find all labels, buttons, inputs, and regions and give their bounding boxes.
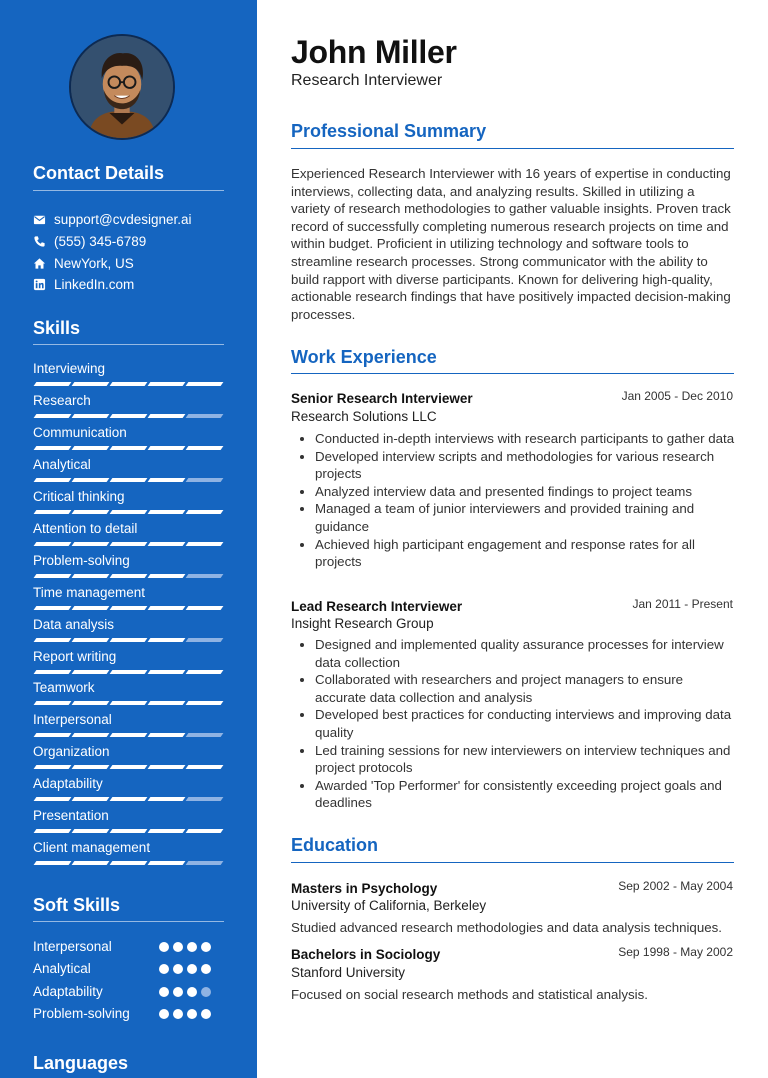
skill-level-segment	[186, 542, 224, 546]
skill-level-segment	[148, 478, 186, 482]
skill-item	[33, 553, 224, 583]
skill-level-segment	[34, 829, 72, 833]
skill-name: Client management	[33, 840, 151, 855]
skill-item	[33, 457, 224, 487]
skill-name: Presentation	[33, 808, 109, 823]
soft-skill-dot	[159, 964, 169, 974]
soft-skill-dot	[201, 964, 211, 974]
skill-name: Interviewing	[33, 361, 106, 376]
skill-level-segment	[186, 829, 224, 833]
job-title: Lead Research Interviewer	[291, 599, 463, 614]
soft-skill-item	[33, 939, 224, 957]
skill-level-segment	[186, 478, 224, 482]
job-bullet: Led training sessions for new interviewers on interview techniques and project protocols	[291, 742, 736, 777]
person-title: Research Interviewer	[291, 72, 443, 89]
skill-level-segment	[186, 701, 224, 705]
job-title: Senior Research Interviewer	[291, 391, 473, 406]
skill-name: Critical thinking	[33, 489, 125, 504]
skill-level-segment	[34, 606, 72, 610]
contact-divider	[33, 190, 224, 191]
skill-level-segment	[110, 414, 148, 418]
phone-icon	[33, 235, 46, 248]
education-divider	[291, 862, 734, 863]
skill-level-segment	[34, 797, 72, 801]
job-company: Research Solutions LLC	[291, 409, 437, 424]
job-bullet: Analyzed interview data and presented findings to project teams	[291, 483, 736, 501]
experience-section-title: Work Experience	[291, 347, 437, 367]
skill-level-bar	[33, 382, 224, 386]
contact-email-text: support@cvdesigner.ai	[54, 211, 192, 227]
soft-skill-dot	[187, 1009, 197, 1019]
soft-skill-dot	[187, 942, 197, 952]
skill-level-segment	[110, 765, 148, 769]
skill-level-segment	[72, 701, 110, 705]
skill-level-segment	[72, 733, 110, 737]
soft-skill-dot	[159, 1009, 169, 1019]
skill-level-bar	[33, 670, 224, 674]
skill-level-segment	[34, 414, 72, 418]
soft-skill-name: Analytical	[33, 961, 91, 976]
job-bullet: Conducted in-depth interviews with research participants to gather data	[291, 430, 736, 448]
skill-level-segment	[34, 701, 72, 705]
skill-level-bar	[33, 478, 224, 482]
skill-level-segment	[186, 414, 224, 418]
skill-level-segment	[186, 382, 224, 386]
skill-level-bar	[33, 861, 224, 865]
soft-skill-item	[33, 984, 224, 1002]
skill-level-segment	[72, 638, 110, 642]
skill-level-segment	[186, 797, 224, 801]
skill-item	[33, 649, 224, 679]
skill-item	[33, 489, 224, 519]
skill-level-segment	[72, 542, 110, 546]
skill-level-segment	[110, 606, 148, 610]
soft-skill-dot	[187, 964, 197, 974]
skill-item	[33, 680, 224, 710]
skill-level-segment	[186, 765, 224, 769]
skill-level-segment	[186, 574, 224, 578]
skill-level-segment	[186, 861, 224, 865]
job-company: Insight Research Group	[291, 616, 434, 631]
soft-skill-dot	[173, 1009, 183, 1019]
home-icon	[33, 257, 46, 270]
skill-item	[33, 361, 224, 391]
skill-level-segment	[34, 510, 72, 514]
edu-dates: Sep 2002 - May 2004	[618, 879, 733, 893]
skill-name: Report writing	[33, 649, 117, 664]
skill-level-segment	[34, 638, 72, 642]
skill-level-segment	[148, 829, 186, 833]
skill-level-segment	[72, 510, 110, 514]
skill-name: Teamwork	[33, 680, 95, 695]
skill-level-segment	[110, 510, 148, 514]
skill-level-segment	[148, 638, 186, 642]
skill-level-segment	[148, 446, 186, 450]
skill-level-bar	[33, 574, 224, 578]
skill-level-segment	[72, 765, 110, 769]
skill-level-segment	[110, 797, 148, 801]
skill-level-segment	[72, 414, 110, 418]
skill-name: Time management	[33, 585, 146, 600]
skill-level-segment	[186, 670, 224, 674]
skill-name: Analytical	[33, 457, 91, 472]
soft-skills-section-title: Soft Skills	[33, 895, 121, 915]
contact-linkedin[interactable]	[33, 275, 134, 293]
skill-item	[33, 712, 224, 742]
job-bullet: Designed and implemented quality assurance processes for interview data collection	[291, 636, 736, 671]
skill-level-bar	[33, 829, 224, 833]
contact-section-title: Contact Details	[33, 163, 165, 183]
job-bullet: Achieved high participant engagement and response rates for all projects	[291, 536, 736, 571]
soft-skill-name: Adaptability	[33, 984, 103, 999]
soft-skill-dot	[173, 987, 183, 997]
soft-skill-dot	[173, 942, 183, 952]
skill-level-segment	[148, 670, 186, 674]
soft-skill-dot	[187, 987, 197, 997]
edu-description: Studied advanced research methodologies and data analysis techniques.	[291, 920, 722, 935]
skill-level-segment	[72, 574, 110, 578]
skill-level-bar	[33, 414, 224, 418]
skill-level-segment	[110, 861, 148, 865]
skill-level-segment	[34, 478, 72, 482]
contact-email[interactable]	[33, 210, 192, 228]
skill-level-segment	[72, 606, 110, 610]
skill-level-segment	[34, 861, 72, 865]
skill-level-segment	[110, 478, 148, 482]
skill-level-segment	[72, 670, 110, 674]
skill-level-segment	[148, 733, 186, 737]
skill-name: Adaptability	[33, 776, 103, 791]
job-bullet: Collaborated with researchers and project managers to ensure accurate data collection and analysis	[291, 671, 736, 706]
skill-level-segment	[72, 797, 110, 801]
skill-level-segment	[34, 765, 72, 769]
soft-skill-dot	[159, 987, 169, 997]
skill-level-segment	[110, 638, 148, 642]
skill-level-segment	[72, 446, 110, 450]
job-bullet: Developed interview scripts and methodologies for various research projects	[291, 448, 736, 483]
skill-level-segment	[110, 701, 148, 705]
soft-skill-name: Interpersonal	[33, 939, 112, 954]
envelope-icon	[33, 213, 46, 226]
experience-divider	[291, 373, 734, 374]
job-bullet: Awarded 'Top Performer' for consistently exceeding project goals and deadlines	[291, 777, 736, 812]
skill-level-bar	[33, 542, 224, 546]
soft-skill-dot	[201, 987, 211, 997]
person-name: John Miller	[291, 34, 457, 70]
skill-level-segment	[186, 733, 224, 737]
linkedin-icon	[33, 278, 46, 291]
job-bullet: Managed a team of junior interviewers and provided training and guidance	[291, 500, 736, 535]
soft-skill-dot	[201, 942, 211, 952]
skill-name: Organization	[33, 744, 110, 759]
skill-level-segment	[148, 510, 186, 514]
skill-name: Research	[33, 393, 91, 408]
contact-location-text: NewYork, US	[54, 255, 134, 271]
skills-section-title: Skills	[33, 318, 81, 338]
soft-skill-item	[33, 1006, 224, 1024]
soft-skill-dot	[201, 1009, 211, 1019]
skill-level-segment	[148, 701, 186, 705]
skill-level-segment	[148, 606, 186, 610]
skill-level-segment	[34, 542, 72, 546]
skill-level-segment	[34, 446, 72, 450]
skill-level-segment	[148, 382, 186, 386]
skill-level-segment	[110, 829, 148, 833]
job-bullets	[291, 636, 736, 812]
skill-level-segment	[110, 542, 148, 546]
skill-level-bar	[33, 638, 224, 642]
skill-level-bar	[33, 701, 224, 705]
soft-skill-dot	[173, 964, 183, 974]
skill-level-segment	[186, 606, 224, 610]
skill-level-segment	[148, 797, 186, 801]
skill-item	[33, 744, 224, 774]
skill-item	[33, 776, 224, 806]
skill-item	[33, 393, 224, 423]
skill-level-segment	[110, 670, 148, 674]
skill-level-segment	[148, 414, 186, 418]
skill-level-bar	[33, 510, 224, 514]
skill-level-segment	[110, 574, 148, 578]
edu-degree: Bachelors in Sociology	[291, 947, 441, 962]
skill-level-bar	[33, 797, 224, 801]
skill-name: Attention to detail	[33, 521, 138, 536]
summary-text: Experienced Research Interviewer with 16 years of expertise in conducting interviews, collecting data, and analyzing results. Skilled in utilizing a variety of research methodologies to gather valuable insights. Proven track record of successfully completing numerous research projects on time and within budget. Proficient in utilizing technology and software tools to streamline research processes. Strong communicator with the ability to build rapport with diverse participants. Known for delivering high-quality, actionable research findings that have positively impacted decision-making processes.	[291, 166, 731, 322]
soft-skill-dot	[159, 942, 169, 952]
edu-school: University of California, Berkeley	[291, 898, 487, 913]
skill-item	[33, 585, 224, 615]
skill-item	[33, 840, 224, 870]
skill-level-segment	[34, 382, 72, 386]
skill-level-segment	[34, 670, 72, 674]
skill-item	[33, 617, 224, 647]
skill-level-segment	[186, 446, 224, 450]
sidebar	[0, 0, 257, 1078]
skill-level-bar	[33, 606, 224, 610]
skill-item	[33, 808, 224, 838]
job-bullet: Developed best practices for conducting interviews and improving data quality	[291, 706, 736, 741]
skill-level-segment	[72, 861, 110, 865]
skill-level-segment	[148, 542, 186, 546]
skill-item	[33, 521, 224, 551]
edu-degree: Masters in Psychology	[291, 881, 438, 896]
contact-location	[33, 254, 134, 272]
contact-linkedin-text: LinkedIn.com	[54, 276, 135, 292]
education-section-title: Education	[291, 835, 379, 855]
skill-level-segment	[34, 733, 72, 737]
skill-level-segment	[72, 382, 110, 386]
job-dates: Jan 2005 - Dec 2010	[621, 389, 733, 403]
skill-level-segment	[110, 382, 148, 386]
skill-item	[33, 425, 224, 455]
skill-level-segment	[110, 733, 148, 737]
skill-level-bar	[33, 446, 224, 450]
soft-skills-divider	[33, 921, 224, 922]
skill-level-segment	[148, 861, 186, 865]
skill-level-segment	[186, 638, 224, 642]
edu-dates: Sep 1998 - May 2002	[618, 945, 733, 959]
skill-name: Problem-solving	[33, 553, 130, 568]
skill-level-segment	[72, 478, 110, 482]
skill-level-bar	[33, 765, 224, 769]
edu-description: Focused on social research methods and statistical analysis.	[291, 987, 648, 1002]
skill-level-segment	[34, 574, 72, 578]
skills-divider	[33, 344, 224, 345]
skill-name: Interpersonal	[33, 712, 112, 727]
job-bullets	[291, 430, 736, 571]
profile-photo	[69, 34, 175, 140]
skill-level-segment	[148, 574, 186, 578]
skill-name: Data analysis	[33, 617, 115, 632]
summary-section-title: Professional Summary	[291, 121, 487, 141]
avatar	[71, 36, 173, 138]
edu-school: Stanford University	[291, 965, 406, 980]
languages-section-title: Languages	[33, 1053, 129, 1073]
soft-skill-item	[33, 961, 224, 979]
soft-skill-name: Problem-solving	[33, 1006, 130, 1021]
skill-level-segment	[148, 765, 186, 769]
summary-divider	[291, 148, 734, 149]
skill-level-bar	[33, 733, 224, 737]
skill-name: Communication	[33, 425, 127, 440]
skill-level-segment	[186, 510, 224, 514]
job-dates: Jan 2011 - Present	[632, 597, 733, 611]
contact-phone[interactable]	[33, 232, 146, 250]
skill-level-segment	[110, 446, 148, 450]
contact-phone-text: (555) 345-6789	[54, 233, 147, 249]
skill-level-segment	[72, 829, 110, 833]
